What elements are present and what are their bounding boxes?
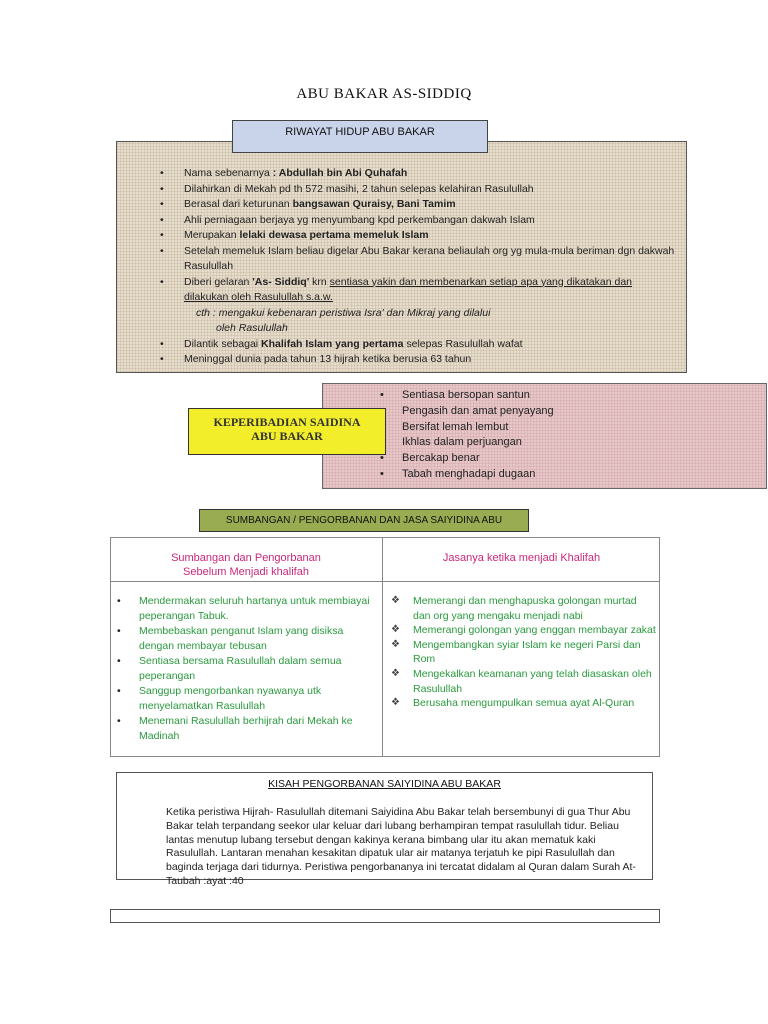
keperibadian-list xyxy=(380,388,760,483)
kisah-text: Ketika peristiwa Hijrah- Rasulullah ditemani Saiyidina Abu Bakar telah bersembunyi di gua Thur Abu Bakar telah terpandang seekor ular keluar dari lubang berhampiran tempat rasulullah tidur. Beliau lantas menutup lubang tersebut dengan kakinya kerana bimbang ular itu akan mematuk kaki Rasulullah. Lantaran menahan kesakitan dipatuk ular air matanya terjatuh ke pipi Rasulullah dan baginda terjaga dari tidurnya. Peristiwa pengorbananya ini tercatat didalam al Quran dalam Surah At- Taubah :ayat :40 xyxy=(166,806,636,887)
list-item: • Diberi gelaran 'As- Siddiq' krn sentiasa yakin dan membenarkan setiap apa yang dikatakan dan dilakukan oleh Rasulullah s.a.w. xyxy=(160,275,680,306)
list-item: • Nama sebenarnya : Abdullah bin Abi Quhafah xyxy=(160,166,680,182)
list-item: • Berasal dari keturunan bangsawan Quraisy, Bani Tamim xyxy=(160,197,680,213)
jasa-list xyxy=(391,594,656,711)
list-item: • Menemani Rasulullah berhijrah dari Mekah ke Madinah xyxy=(117,714,379,744)
riwayat-title: RIWAYAT HIDUP ABU BAKAR xyxy=(232,120,488,153)
list-item: • Merupakan lelaki dewasa pertama memeluk Islam xyxy=(160,228,680,244)
sumbangan-title: SUMBANGAN / PENGORBANAN DAN JASA SAIYIDINA ABU xyxy=(199,509,529,532)
example-line: oleh Rasulullah xyxy=(216,322,288,334)
list-item: • Tabah menghadapi dugaan xyxy=(380,467,760,483)
table-divider xyxy=(382,537,383,757)
list-item: • Dilantik sebagai Khalifah Islam yang pertama selepas Rasulullah wafat xyxy=(160,337,680,353)
sumbangan-list xyxy=(117,594,379,744)
list-item: • Sentiasa bersopan santun xyxy=(380,388,760,404)
list-item: ❖ Memerangi dan menghapuska golongan murtad dan org yang mengaku menjadi nabi xyxy=(391,594,656,623)
column-header-sumbangan: Sumbangan dan Pengorbanan Sebelum Menjadi khalifah xyxy=(171,552,321,578)
empty-box xyxy=(110,909,660,923)
riwayat-list xyxy=(160,166,680,368)
list-item: • Meninggal dunia pada tahun 13 hijrah ketika berusia 63 tahun xyxy=(160,352,680,368)
keperibadian-title: KEPERIBADIAN SAIDINA ABU BAKAR xyxy=(188,408,386,455)
list-item: • Mendermakan seluruh hartanya untuk membiayai peperangan Tabuk. xyxy=(117,594,379,624)
list-item: • Pengasih dan amat penyayang xyxy=(380,404,760,420)
list-item: • Ahli perniagaan berjaya yg menyumbang kpd perkembangan dakwah Islam xyxy=(160,213,680,229)
list-item: • Ikhlas dalam perjuangan xyxy=(380,435,760,451)
list-item: • Bercakap benar xyxy=(380,451,760,467)
kisah-title: KISAH PENGORBANAN SAIYIDINA ABU BAKAR xyxy=(268,778,501,790)
column-header-jasa: Jasanya ketika menjadi Khalifah xyxy=(442,552,601,564)
list-item: • Sentiasa bersama Rasulullah dalam semua peperangan xyxy=(117,654,379,684)
list-item: • Sanggup mengorbankan nyawanya utk menyelamatkan Rasulullah xyxy=(117,684,379,714)
list-item: ❖ Mengekalkan keamanan yang telah diasaskan oleh Rasulullah xyxy=(391,667,656,696)
list-item: • Membebaskan penganut Islam yang disiksa dengan membayar tebusan xyxy=(117,624,379,654)
list-item: • Setelah memeluk Islam beliau digelar Abu Bakar kerana beliaulah org yg mula-mula beriman dgn dakwah Rasulullah xyxy=(160,244,680,275)
list-item: ❖ Memerangi golongan yang enggan membayar zakat xyxy=(391,623,656,638)
list-item: • Bersifat lemah lembut xyxy=(380,420,760,436)
list-item: ❖ Mengembangkan syiar Islam ke negeri Parsi dan Rom xyxy=(391,638,656,667)
list-item: • Dilahirkan di Mekah pd th 572 masihi, 2 tahun selepas kelahiran Rasulullah xyxy=(160,182,680,198)
table-divider xyxy=(110,581,660,582)
page-title: ABU BAKAR AS-SIDDIQ xyxy=(296,86,472,102)
list-item: ❖ Berusaha mengumpulkan semua ayat Al-Quran xyxy=(391,696,656,711)
example-line: cth : mengakui kebenaran peristiwa Isra' dan Mikraj yang dilalui xyxy=(196,306,491,319)
